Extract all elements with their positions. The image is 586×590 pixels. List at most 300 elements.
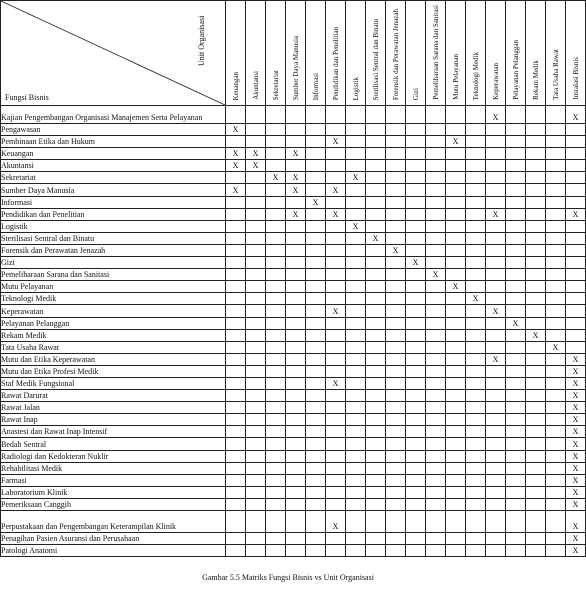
matrix-cell <box>266 426 286 438</box>
matrix-cell <box>486 244 506 256</box>
matrix-cell <box>506 426 526 438</box>
row-label: Gizi <box>1 257 226 269</box>
matrix-cell <box>346 377 366 389</box>
matrix-cell <box>466 462 486 474</box>
matrix-cell <box>246 172 266 184</box>
matrix-cell <box>386 390 406 402</box>
matrix-mark: X <box>226 124 246 136</box>
matrix-cell <box>286 450 306 462</box>
matrix-cell <box>386 545 406 557</box>
matrix-cell <box>426 208 446 220</box>
column-header <box>246 1 266 106</box>
matrix-cell <box>366 281 386 293</box>
column-header <box>286 1 306 106</box>
matrix-cell <box>326 353 346 365</box>
matrix-cell <box>426 305 446 317</box>
column-header <box>326 1 346 106</box>
matrix-cell <box>346 257 366 269</box>
matrix-cell <box>286 317 306 329</box>
row-label: Forensik dan Perawatan Jenazah <box>1 244 226 256</box>
matrix-cell <box>246 377 266 389</box>
column-header-label: Informasi <box>311 72 320 100</box>
matrix-cell <box>266 184 286 196</box>
matrix-cell <box>486 172 506 184</box>
matrix-cell <box>386 438 406 450</box>
matrix-cell <box>226 498 246 510</box>
matrix-cell <box>406 353 426 365</box>
matrix-cell <box>486 402 506 414</box>
matrix-cell <box>286 402 306 414</box>
matrix-cell <box>266 244 286 256</box>
matrix-cell <box>386 462 406 474</box>
matrix-cell <box>526 426 546 438</box>
matrix-cell <box>386 148 406 160</box>
matrix-cell <box>306 511 326 533</box>
matrix-cell <box>286 426 306 438</box>
matrix-cell <box>486 196 506 208</box>
matrix-cell <box>506 106 526 124</box>
matrix-cell <box>346 474 366 486</box>
matrix-row <box>1 244 586 256</box>
matrix-cell <box>266 450 286 462</box>
matrix-cell <box>326 402 346 414</box>
matrix-cell <box>286 160 306 172</box>
matrix-row <box>1 281 586 293</box>
matrix-cell <box>426 402 446 414</box>
matrix-cell <box>346 208 366 220</box>
column-header <box>566 1 586 106</box>
matrix-cell <box>406 136 426 148</box>
matrix-cell <box>506 438 526 450</box>
matrix-cell <box>466 511 486 533</box>
matrix-cell <box>566 341 586 353</box>
matrix-cell <box>306 160 326 172</box>
row-label: Pelayanan Pelanggan <box>1 317 226 329</box>
matrix-cell <box>566 196 586 208</box>
column-header-label: Teknologi Medik <box>471 51 480 100</box>
matrix-row <box>1 365 586 377</box>
matrix-cell <box>406 474 426 486</box>
matrix-cell <box>486 232 506 244</box>
matrix-cell <box>446 438 466 450</box>
row-label: Farmasi <box>1 474 226 486</box>
matrix-cell <box>546 317 566 329</box>
matrix-cell <box>486 450 506 462</box>
matrix-cell <box>386 353 406 365</box>
matrix-cell <box>546 232 566 244</box>
matrix-cell <box>426 462 446 474</box>
matrix-cell <box>346 244 366 256</box>
matrix-cell <box>446 317 466 329</box>
matrix-cell <box>486 124 506 136</box>
matrix-cell <box>406 365 426 377</box>
matrix-cell <box>226 390 246 402</box>
matrix-cell <box>466 148 486 160</box>
matrix-row <box>1 293 586 305</box>
row-label: Radiologi dan Kedokteran Nuklir <box>1 450 226 462</box>
matrix-cell <box>286 390 306 402</box>
matrix-cell <box>446 341 466 353</box>
matrix-cell <box>366 365 386 377</box>
matrix-cell <box>386 329 406 341</box>
matrix-cell <box>546 474 566 486</box>
matrix-cell <box>266 545 286 557</box>
matrix-cell <box>286 377 306 389</box>
matrix-cell <box>266 438 286 450</box>
row-label: Akuntansi <box>1 160 226 172</box>
matrix-cell <box>446 329 466 341</box>
matrix-cell <box>326 533 346 545</box>
matrix-cell <box>466 305 486 317</box>
matrix-mark: X <box>226 160 246 172</box>
matrix-cell <box>326 172 346 184</box>
matrix-cell <box>466 257 486 269</box>
row-label: Keperawatan <box>1 305 226 317</box>
column-header-label: Gizi <box>411 87 420 100</box>
matrix-cell <box>466 124 486 136</box>
matrix-cell <box>226 341 246 353</box>
matrix-row <box>1 533 586 545</box>
matrix-cell <box>426 184 446 196</box>
row-label: Tata Usaha Rawat <box>1 341 226 353</box>
matrix-cell <box>266 317 286 329</box>
matrix-cell <box>546 511 566 533</box>
row-label: Mutu dan Etika Keperawatan <box>1 353 226 365</box>
column-header <box>446 1 466 106</box>
matrix-cell <box>546 390 566 402</box>
matrix-cell <box>286 498 306 510</box>
matrix-cell <box>246 257 266 269</box>
matrix-cell <box>346 232 366 244</box>
matrix-cell <box>566 172 586 184</box>
matrix-cell <box>246 196 266 208</box>
matrix-cell <box>386 486 406 498</box>
matrix-cell <box>506 486 526 498</box>
matrix-cell <box>286 474 306 486</box>
matrix-cell <box>226 486 246 498</box>
matrix-mark: X <box>486 305 506 317</box>
matrix-cell <box>486 486 506 498</box>
matrix-mark: X <box>566 402 586 414</box>
matrix-cell <box>466 353 486 365</box>
matrix-cell <box>446 208 466 220</box>
matrix-cell <box>346 450 366 462</box>
matrix-cell <box>286 511 306 533</box>
matrix-cell <box>386 160 406 172</box>
matrix-cell <box>286 341 306 353</box>
matrix-cell <box>306 498 326 510</box>
matrix-cell <box>466 329 486 341</box>
matrix-cell <box>346 160 366 172</box>
matrix-cell <box>406 450 426 462</box>
matrix-cell <box>506 220 526 232</box>
matrix-cell <box>346 462 366 474</box>
matrix-cell <box>326 329 346 341</box>
matrix-cell <box>446 353 466 365</box>
matrix-cell <box>286 438 306 450</box>
matrix-cell <box>266 220 286 232</box>
matrix-cell <box>266 414 286 426</box>
matrix-cell <box>246 317 266 329</box>
matrix-cell <box>486 377 506 389</box>
matrix-cell <box>306 106 326 124</box>
matrix-cell <box>526 124 546 136</box>
row-label: Logistik <box>1 220 226 232</box>
matrix-cell <box>466 232 486 244</box>
matrix-cell <box>326 317 346 329</box>
matrix-cell <box>246 305 266 317</box>
matrix-cell <box>246 426 266 438</box>
matrix-mark: X <box>246 148 266 160</box>
matrix-cell <box>446 511 466 533</box>
matrix-row <box>1 474 586 486</box>
column-header-label: Instalasi Bisnis <box>571 57 580 100</box>
matrix-row <box>1 511 586 533</box>
matrix-cell <box>526 353 546 365</box>
matrix-cell <box>506 511 526 533</box>
matrix-cell <box>326 474 346 486</box>
matrix-cell <box>286 293 306 305</box>
matrix-cell <box>466 244 486 256</box>
matrix-cell <box>386 106 406 124</box>
matrix-cell <box>346 426 366 438</box>
matrix-cell <box>386 317 406 329</box>
matrix-cell <box>286 136 306 148</box>
corner-top-label: Unit Organisasi <box>197 15 206 67</box>
matrix-cell <box>566 124 586 136</box>
matrix-cell <box>506 160 526 172</box>
matrix-mark: X <box>566 486 586 498</box>
matrix-cell <box>246 353 266 365</box>
matrix-cell <box>426 353 446 365</box>
matrix-row <box>1 136 586 148</box>
matrix-cell <box>406 220 426 232</box>
matrix-cell <box>306 220 326 232</box>
matrix-cell <box>346 184 366 196</box>
matrix-mark: X <box>326 511 346 533</box>
matrix-cell <box>426 545 446 557</box>
matrix-cell <box>526 106 546 124</box>
matrix-cell <box>466 414 486 426</box>
matrix-cell <box>386 136 406 148</box>
matrix-cell <box>366 329 386 341</box>
matrix-cell <box>366 498 386 510</box>
matrix-cell <box>286 124 306 136</box>
matrix-cell <box>326 124 346 136</box>
matrix-cell <box>486 438 506 450</box>
matrix-cell <box>266 160 286 172</box>
matrix-cell <box>446 305 466 317</box>
matrix-cell <box>566 244 586 256</box>
column-header <box>506 1 526 106</box>
matrix-cell <box>526 462 546 474</box>
matrix-mark: X <box>566 545 586 557</box>
matrix-cell <box>346 136 366 148</box>
matrix-cell <box>506 533 526 545</box>
matrix-mark: X <box>486 208 506 220</box>
matrix-cell <box>266 232 286 244</box>
matrix-row <box>1 414 586 426</box>
matrix-cell <box>526 293 546 305</box>
matrix-cell <box>426 498 446 510</box>
matrix-cell <box>346 533 366 545</box>
matrix-cell <box>306 533 326 545</box>
matrix-cell <box>466 317 486 329</box>
matrix-cell <box>546 184 566 196</box>
matrix-mark: X <box>566 353 586 365</box>
matrix-cell <box>266 402 286 414</box>
column-header-label: Keuangan <box>231 71 240 100</box>
matrix-cell <box>366 208 386 220</box>
matrix-cell <box>526 474 546 486</box>
matrix-cell <box>406 402 426 414</box>
matrix-cell <box>386 341 406 353</box>
matrix-mark: X <box>326 136 346 148</box>
matrix-cell <box>226 545 246 557</box>
matrix-cell <box>506 136 526 148</box>
matrix-cell <box>446 148 466 160</box>
matrix-cell <box>426 257 446 269</box>
matrix-cell <box>306 184 326 196</box>
matrix-cell <box>506 329 526 341</box>
matrix-cell <box>286 196 306 208</box>
matrix-cell <box>526 402 546 414</box>
matrix-cell <box>486 269 506 281</box>
matrix-cell <box>266 136 286 148</box>
column-header-label: Sumber Daya Manusia <box>291 35 300 100</box>
matrix-cell <box>546 148 566 160</box>
matrix-cell <box>446 426 466 438</box>
matrix-cell <box>226 317 246 329</box>
row-label: Pemeriksaan Canggih <box>1 498 226 510</box>
matrix-cell <box>566 160 586 172</box>
matrix-cell <box>506 498 526 510</box>
matrix-cell <box>386 305 406 317</box>
matrix-cell <box>226 281 246 293</box>
matrix-cell <box>346 365 366 377</box>
matrix-cell <box>226 106 246 124</box>
row-label: Staf Medik Fungsional <box>1 377 226 389</box>
matrix-cell <box>406 281 426 293</box>
matrix-cell <box>526 281 546 293</box>
matrix-cell <box>246 244 266 256</box>
matrix-cell <box>526 257 546 269</box>
matrix-cell <box>226 402 246 414</box>
matrix-cell <box>446 498 466 510</box>
matrix-cell <box>526 184 546 196</box>
matrix-cell <box>266 208 286 220</box>
matrix-cell <box>366 148 386 160</box>
matrix-cell <box>326 160 346 172</box>
matrix-mark: X <box>566 462 586 474</box>
matrix-cell <box>406 269 426 281</box>
matrix-cell <box>446 462 466 474</box>
matrix-cell <box>286 305 306 317</box>
matrix-mark: X <box>526 329 546 341</box>
matrix-cell <box>446 474 466 486</box>
matrix-cell <box>286 257 306 269</box>
matrix-cell <box>426 511 446 533</box>
matrix-cell <box>306 269 326 281</box>
matrix-cell <box>426 329 446 341</box>
matrix-cell <box>466 545 486 557</box>
matrix-cell <box>506 365 526 377</box>
matrix-cell <box>486 341 506 353</box>
matrix-cell <box>266 329 286 341</box>
matrix-cell <box>326 498 346 510</box>
row-label: Rawat Darurat <box>1 390 226 402</box>
matrix-mark: X <box>286 208 306 220</box>
matrix-cell <box>246 329 266 341</box>
matrix-mark: X <box>566 377 586 389</box>
matrix-cell <box>466 486 486 498</box>
row-label: Sekretariat <box>1 172 226 184</box>
matrix-cell <box>266 305 286 317</box>
matrix-cell <box>366 377 386 389</box>
matrix-cell <box>566 136 586 148</box>
matrix-mark: X <box>566 106 586 124</box>
matrix-cell <box>446 545 466 557</box>
matrix-cell <box>266 365 286 377</box>
matrix-cell <box>406 160 426 172</box>
matrix-cell <box>446 402 466 414</box>
matrix-mark: X <box>386 244 406 256</box>
matrix-cell <box>346 317 366 329</box>
matrix-cell <box>346 305 366 317</box>
matrix-cell <box>446 533 466 545</box>
column-header <box>426 1 446 106</box>
matrix-cell <box>386 293 406 305</box>
matrix-mark: X <box>566 533 586 545</box>
matrix-cell <box>226 257 246 269</box>
row-label: Pemeliharaan Sarana dan Sanitasi <box>1 269 226 281</box>
matrix-mark: X <box>566 450 586 462</box>
matrix-cell <box>286 244 306 256</box>
matrix-cell <box>526 317 546 329</box>
matrix-cell <box>426 281 446 293</box>
matrix-cell <box>426 414 446 426</box>
matrix-cell <box>426 293 446 305</box>
matrix-cell <box>546 196 566 208</box>
matrix-cell <box>246 269 266 281</box>
matrix-cell <box>446 196 466 208</box>
matrix-cell <box>526 148 546 160</box>
matrix-row <box>1 426 586 438</box>
matrix-cell <box>246 414 266 426</box>
matrix-cell <box>326 450 346 462</box>
matrix-mark: X <box>266 172 286 184</box>
matrix-cell <box>506 208 526 220</box>
matrix-cell <box>246 293 266 305</box>
matrix-cell <box>386 124 406 136</box>
matrix-cell <box>526 232 546 244</box>
matrix-cell <box>506 196 526 208</box>
matrix-cell <box>546 353 566 365</box>
matrix-cell <box>226 232 246 244</box>
matrix-cell <box>226 208 246 220</box>
matrix-cell <box>366 124 386 136</box>
matrix-cell <box>306 353 326 365</box>
matrix-cell <box>486 148 506 160</box>
matrix-cell <box>326 486 346 498</box>
matrix-cell <box>266 390 286 402</box>
matrix-cell <box>446 257 466 269</box>
matrix-cell <box>546 462 566 474</box>
column-header-label: Sekretariat <box>271 69 280 100</box>
matrix-mark: X <box>566 414 586 426</box>
matrix-mark: X <box>446 136 466 148</box>
matrix-cell <box>486 462 506 474</box>
